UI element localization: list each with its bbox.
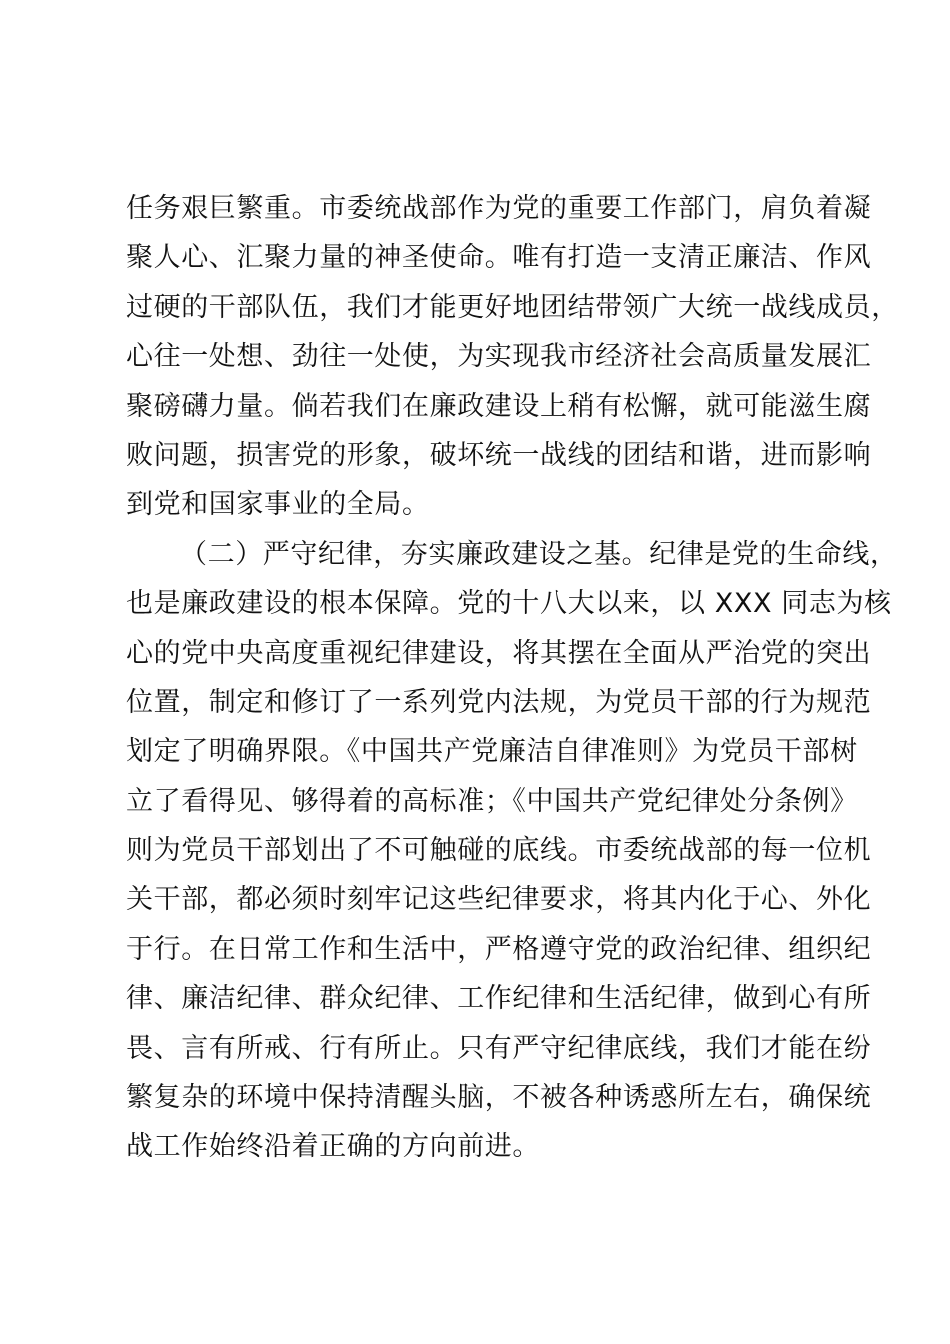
text-line: 聚人心、汇聚力量的神圣使命。唯有打造一支清正廉洁、作风 (126, 242, 872, 274)
text-line: 也是廉政建设的根本保障。党的十八大以来，以 XXX 同志为核 (126, 588, 892, 620)
text-line (126, 1221, 866, 1270)
text-line (126, 1172, 866, 1221)
text-line: 心往一处想、劲往一处使，为实现我市经济社会高质量发展汇 (126, 341, 872, 373)
text-line: 划定了明确界限。《中国共产党廉洁自律准则》为党员干部树 (126, 736, 858, 768)
text-line: 律、廉洁纪律、群众纪律、工作纪律和生活纪律，做到心有所 (126, 983, 872, 1015)
text-line: 则为党员干部划出了不可触碰的底线。市委统战部的每一位机 (126, 835, 872, 867)
text-line: 畏、言有所戒、行有所止。只有严守纪律底线，我们才能在纷 (126, 1032, 872, 1064)
text-line: 繁复杂的环境中保持清醒头脑，不被各种诱惑所左右，确保统 (126, 1082, 872, 1114)
text-line: 心的党中央高度重视纪律建设，将其摆在全面从严治党的突出 (126, 637, 872, 669)
text-line: 于行。在日常工作和生活中，严格遵守党的政治纪律、组织纪 (126, 933, 872, 965)
text-line: 关干部，都必须时刻牢记这些纪律要求，将其内化于心、外化 (126, 884, 872, 916)
text-line: 聚磅礴力量。倘若我们在廉政建设上稍有松懈，就可能滋生腐 (126, 390, 872, 422)
text-line: 败问题，损害党的形象，破坏统一战线的团结和谐，进而影响 (126, 439, 872, 471)
section-heading-line: （二）严守纪律，夯实廉政建设之基。纪律是党的生命线， (180, 538, 898, 570)
text-line: 过硬的干部队伍，我们才能更好地团结带领广大统一战线成员， (126, 291, 899, 323)
text-line: 到党和国家事业的全局。 (126, 489, 430, 521)
text-line: 任务艰巨繁重。市委统战部作为党的重要工作部门，肩负着凝 (126, 193, 872, 224)
document-body (126, 184, 899, 1271)
text-line: 位置，制定和修订了一系列党内法规，为党员干部的行为规范 (126, 686, 872, 718)
text-line: 立了看得见、够得着的高标准；《中国共产党纪律处分条例》 (126, 785, 858, 817)
text-line: 战工作始终沿着正确的方向前进。 (126, 1131, 540, 1163)
